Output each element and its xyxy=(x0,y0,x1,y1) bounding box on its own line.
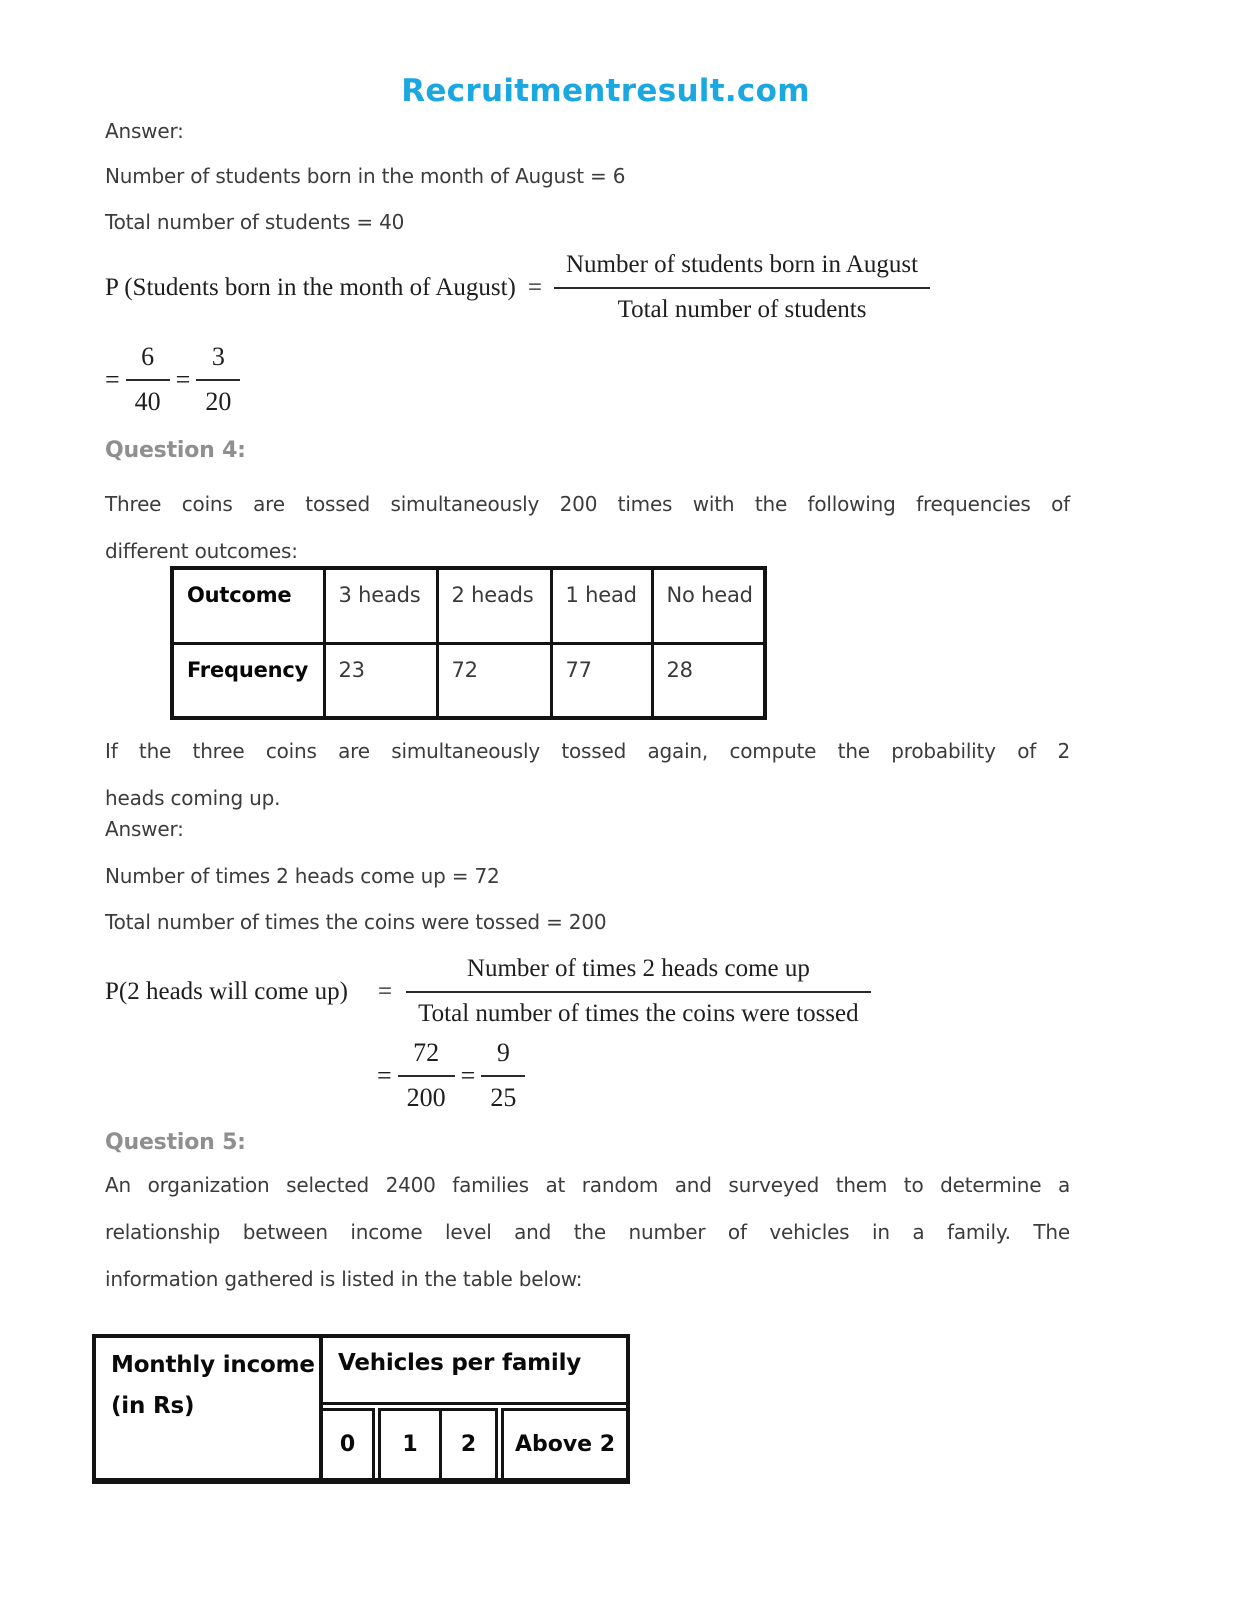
fraction xyxy=(398,1038,455,1113)
stat-line: Number of times 2 heads come up = 72 xyxy=(105,864,500,888)
row-header-cell: Frequency xyxy=(172,643,324,718)
value-cell: 2 heads xyxy=(437,568,551,643)
value-cell: No head xyxy=(652,568,765,643)
fraction xyxy=(481,1038,525,1113)
equals-sign: = xyxy=(460,1060,476,1090)
value-cell: 3 heads xyxy=(324,568,437,643)
stat-line: Number of students born in the month of August = 6 xyxy=(105,164,626,188)
fraction-numerator: 9 xyxy=(481,1038,525,1077)
equals-sign: = xyxy=(377,1060,392,1090)
question-4-followup-text xyxy=(105,728,1070,822)
question-5-heading: Question 5: xyxy=(105,1130,246,1155)
fraction xyxy=(406,953,871,1030)
fraction-numerator: Number of students born in August xyxy=(554,249,930,289)
text-line: heads coming up. xyxy=(105,786,281,810)
fraction-denominator: 20 xyxy=(205,387,232,416)
fraction-denominator: 200 xyxy=(406,1083,446,1112)
formula-lhs: P (Students born in the month of August) xyxy=(105,273,516,301)
equals-sign: = xyxy=(105,364,120,394)
result-line xyxy=(105,342,1070,417)
text-line: An organization selected 2400 families at random and surveyed them to determine a xyxy=(105,1173,1070,1197)
fraction-numerator: 3 xyxy=(196,342,240,381)
value-cell: 1 head xyxy=(551,568,652,643)
fraction-denominator: 40 xyxy=(134,387,161,416)
question-5-text xyxy=(105,1162,1070,1303)
vehicles-section xyxy=(323,1338,626,1478)
probability-formula-august xyxy=(105,249,1070,326)
text-line: relationship between income level and the number of vehicles in a family. The xyxy=(105,1220,1070,1244)
fraction-numerator: 72 xyxy=(398,1038,455,1077)
monthly-income-header-cell xyxy=(96,1338,323,1478)
value-cell: 72 xyxy=(437,643,551,718)
formula-lhs: P(2 heads will come up) xyxy=(105,977,349,1005)
question-4-heading: Question 4: xyxy=(105,438,246,463)
probability-formula-2heads xyxy=(105,953,1070,1030)
subheader-cell: 1 xyxy=(378,1408,442,1478)
text-line: different outcomes: xyxy=(105,539,298,563)
fraction-denominator: 25 xyxy=(490,1083,517,1112)
equals-sign: = xyxy=(175,364,191,394)
answer-label: Answer: xyxy=(105,817,184,841)
income-vehicles-table xyxy=(92,1334,630,1484)
fraction xyxy=(196,342,240,417)
answer-label: Answer: xyxy=(105,119,184,143)
text-line: (in Rs) xyxy=(111,1393,195,1419)
question-4-text xyxy=(105,481,1070,575)
equals-sign: = xyxy=(527,273,542,301)
stat-line: Total number of students = 40 xyxy=(105,210,405,234)
equals-sign: = xyxy=(378,977,393,1005)
value-cell: 77 xyxy=(551,643,652,718)
fraction xyxy=(554,249,930,326)
table-row xyxy=(172,568,765,643)
text-line: If the three coins are simultaneously tossed again, compute the probability of 2 xyxy=(105,739,1070,763)
vehicles-subheader-row xyxy=(323,1408,626,1478)
subheader-cell: Above 2 xyxy=(501,1408,626,1478)
fraction-numerator: Number of times 2 heads come up xyxy=(406,953,871,993)
text-line: information gathered is listed in the table below: xyxy=(105,1267,583,1291)
table-row xyxy=(172,643,765,718)
subheader-cell: 0 xyxy=(323,1408,375,1478)
result-line xyxy=(377,1038,1070,1113)
stat-line: Total number of times the coins were tossed = 200 xyxy=(105,910,607,934)
text-line: Monthly income xyxy=(111,1352,315,1378)
value-cell: 28 xyxy=(652,643,765,718)
value-cell: 23 xyxy=(324,643,437,718)
subheader-cell: 2 xyxy=(442,1408,498,1478)
fraction-denominator: Total number of students xyxy=(617,296,867,323)
fraction xyxy=(126,342,170,417)
text-line: Three coins are tossed simultaneously 200 times with the following frequencies of xyxy=(105,492,1070,516)
outcome-frequency-table xyxy=(170,566,767,720)
fraction-numerator: 6 xyxy=(126,342,170,381)
fraction-denominator: Total number of times the coins were tossed xyxy=(418,1000,859,1027)
row-header-cell: Outcome xyxy=(172,568,324,643)
vehicles-header-cell: Vehicles per family xyxy=(323,1338,626,1405)
site-title: Recruitmentresult.com xyxy=(401,73,810,109)
